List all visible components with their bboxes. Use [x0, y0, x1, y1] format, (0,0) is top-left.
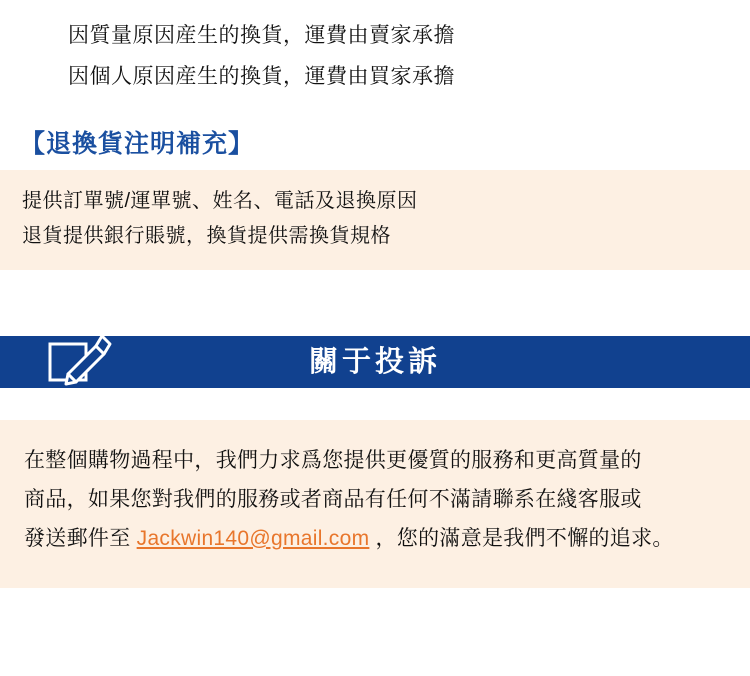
- contact-email-link[interactable]: Jackwin140@gmail.com: [136, 526, 370, 550]
- return-note-heading: 【退換貨注明補充】: [20, 129, 255, 158]
- pencil-edit-icon: [38, 326, 116, 390]
- complaint-email-prefix: 發送郵件至: [24, 526, 137, 550]
- return-note-block: [0, 170, 750, 270]
- top-notice-line-1: 因質量原因産生的換貨，運費由賣家承擔: [68, 24, 455, 47]
- complaint-email-suffix: ，您的滿意是我們不懈的追求。: [369, 526, 674, 550]
- return-note-line-2: 退貨提供銀行賬號，換貨提供需換貨規格: [22, 224, 391, 247]
- banner-title: 關于投訴: [308, 345, 441, 378]
- complaint-banner: [0, 326, 750, 390]
- complaint-paragraph-line-1: 在整個購物過程中，我們力求爲您提供更優質的服務和更高質量的: [24, 448, 642, 472]
- complaint-paragraph-line-3: [0, 520, 750, 559]
- complaint-paragraph-block: [0, 420, 750, 589]
- top-notice-line-2: 因個人原因産生的換貨，運費由買家承擔: [68, 64, 455, 88]
- top-notice-block: [0, 0, 750, 98]
- return-note-line-1: 提供訂單號/運單號、姓名、電話及退換原因: [22, 189, 418, 212]
- complaint-paragraph-line-2: 商品，如果您對我們的服務或者商品有任何不滿請聯系在綫客服或: [24, 487, 642, 511]
